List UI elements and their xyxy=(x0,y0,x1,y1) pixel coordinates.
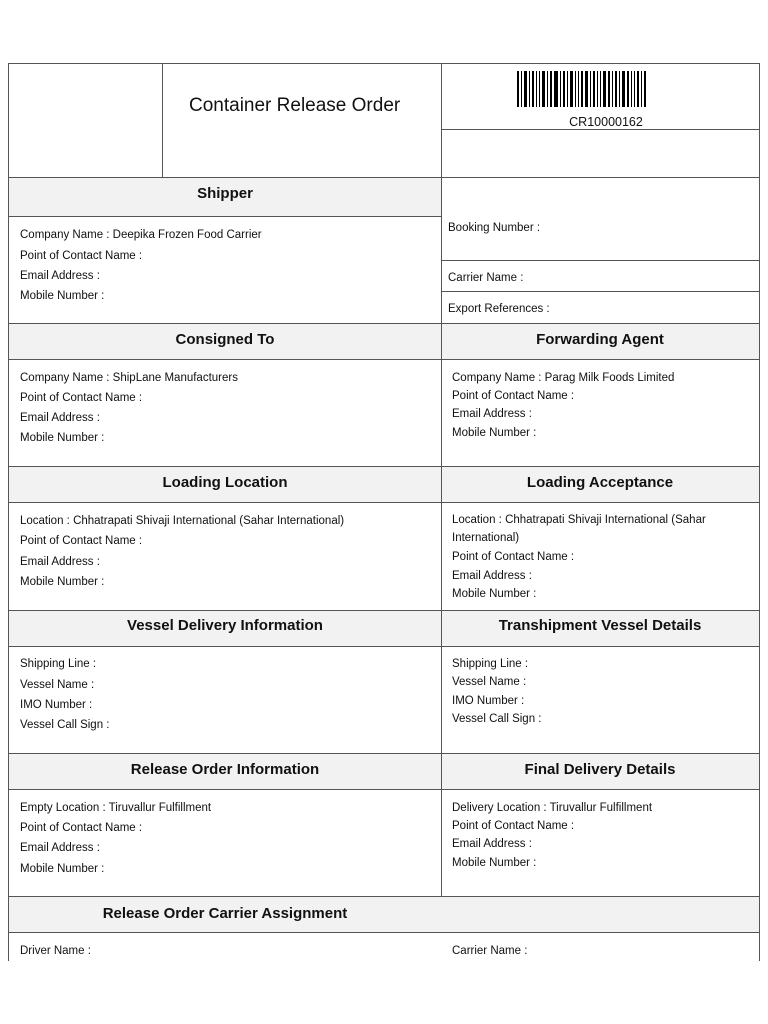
transhipment-call-sign: Vessel Call Sign : xyxy=(452,713,542,725)
loading-location-email: Email Address : xyxy=(20,556,100,568)
forwarding-contact: Point of Contact Name : xyxy=(452,390,575,402)
forwarding-mobile: Mobile Number : xyxy=(452,427,537,439)
vessel-imo-number: IMO Number : xyxy=(20,699,93,711)
loading-location-heading: Loading Location xyxy=(162,474,288,491)
loading-acceptance-heading: Loading Acceptance xyxy=(526,474,674,491)
loading-location-mobile: Mobile Number : xyxy=(20,576,105,588)
divider xyxy=(9,753,759,754)
shipper-contact: Point of Contact Name : xyxy=(20,250,143,262)
loading-acceptance-mobile: Mobile Number : xyxy=(452,588,537,600)
final-delivery-contact: Point of Contact Name : xyxy=(452,820,575,832)
transhipment-heading: Transhipment Vessel Details xyxy=(498,617,702,634)
divider xyxy=(9,216,441,217)
booking-carrier-name: Carrier Name : xyxy=(448,272,524,284)
shipper-heading: Shipper xyxy=(197,185,253,202)
shipper-company-name: Company Name : Deepika Frozen Food Carrier xyxy=(20,229,262,241)
divider xyxy=(9,323,759,324)
vessel-call-sign: Vessel Call Sign : xyxy=(20,719,110,731)
consigned-mobile: Mobile Number : xyxy=(20,432,105,444)
release-email: Email Address : xyxy=(20,842,100,854)
shipper-email: Email Address : xyxy=(20,270,100,282)
forwarding-email: Email Address : xyxy=(452,408,532,420)
release-mobile: Mobile Number : xyxy=(20,863,105,875)
loading-acceptance-location: Location : Chhatrapati Shivaji International (Sahar International) xyxy=(452,514,706,544)
release-empty-location: Empty Location : Tiruvallur Fulfillment xyxy=(20,802,212,814)
release-contact: Point of Contact Name : xyxy=(20,822,143,834)
final-delivery-mobile: Mobile Number : xyxy=(452,857,537,869)
vessel-shipping-line: Shipping Line : xyxy=(20,658,97,670)
divider xyxy=(9,359,759,360)
release-order-info-heading: Release Order Information xyxy=(130,761,320,778)
consigned-to-heading: Consigned To xyxy=(175,331,275,348)
final-delivery-email: Email Address : xyxy=(452,838,532,850)
page-title: Container Release Order xyxy=(189,95,401,116)
transhipment-shipping-line: Shipping Line : xyxy=(452,658,529,670)
consigned-contact: Point of Contact Name : xyxy=(20,392,143,404)
carrier-assignment-heading: Release Order Carrier Assignment xyxy=(102,905,348,922)
divider xyxy=(9,896,759,897)
divider xyxy=(9,610,759,611)
booking-export-references: Export References : xyxy=(448,303,550,315)
carrier-assignment-driver-name: Driver Name : xyxy=(20,945,91,957)
divider xyxy=(9,789,759,790)
divider xyxy=(9,502,759,503)
vessel-name: Vessel Name : xyxy=(20,679,95,691)
divider xyxy=(441,291,759,292)
loading-location-contact: Point of Contact Name : xyxy=(20,535,143,547)
loading-location-value: Location : Chhatrapati Shivaji International (Sahar International) xyxy=(20,515,345,527)
divider xyxy=(441,260,759,261)
divider xyxy=(9,177,759,178)
divider xyxy=(9,932,759,933)
shipper-mobile: Mobile Number : xyxy=(20,290,105,302)
carrier-assignment-carrier-name: Carrier Name : xyxy=(452,945,528,957)
divider-logo xyxy=(162,64,163,178)
final-delivery-location: Delivery Location : Tiruvallur Fulfillment xyxy=(452,802,653,814)
booking-number: Booking Number : xyxy=(448,222,541,234)
divider xyxy=(9,466,759,467)
release-order-number: CR10000162 xyxy=(569,115,643,129)
consigned-company-name: Company Name : ShipLane Manufacturers xyxy=(20,372,238,384)
forwarding-company-name: Company Name : Parag Milk Foods Limited xyxy=(452,372,675,384)
barcode-icon xyxy=(517,71,648,107)
vessel-delivery-heading: Vessel Delivery Information xyxy=(127,617,323,634)
final-delivery-heading: Final Delivery Details xyxy=(524,761,676,778)
transhipment-imo-number: IMO Number : xyxy=(452,695,525,707)
transhipment-vessel-name: Vessel Name : xyxy=(452,676,527,688)
divider xyxy=(9,646,759,647)
release-order-form xyxy=(8,63,760,961)
loading-acceptance-contact: Point of Contact Name : xyxy=(452,551,575,563)
forwarding-agent-heading: Forwarding Agent xyxy=(536,331,664,348)
loading-acceptance-email: Email Address : xyxy=(452,570,532,582)
consigned-email: Email Address : xyxy=(20,412,100,424)
